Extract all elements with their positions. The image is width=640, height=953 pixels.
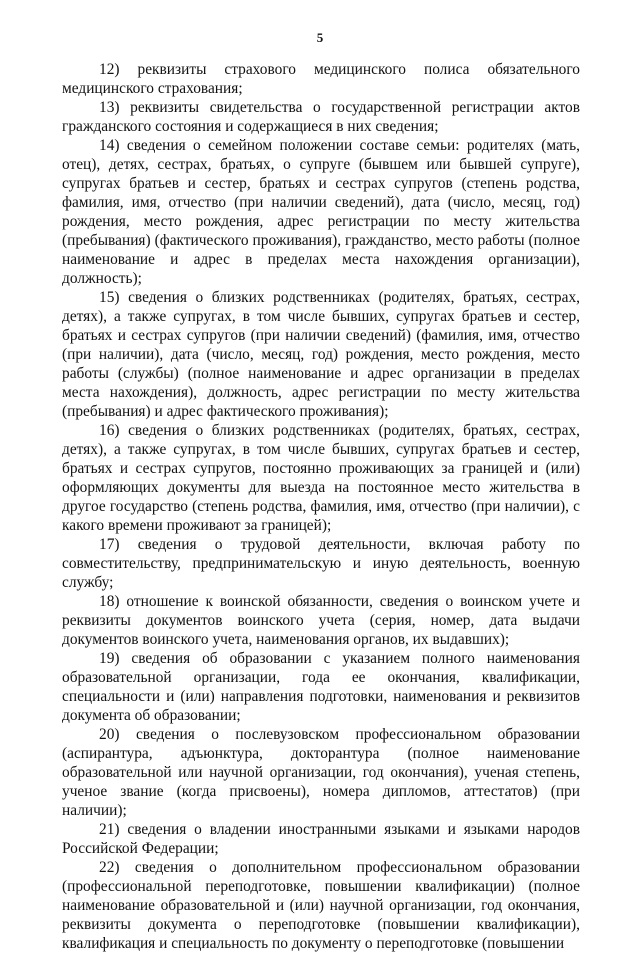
list-item-20: 20) сведения о послевузовском профессиональном образовании (аспирантура, адъюнктура, докторантура (полное наименование образовательной или научной организации, год окончания), ученая степень, ученое звание (когда присвоены), номера дипломов, аттестатов) (при наличии); — [62, 726, 580, 819]
list-item-15: 15) сведения о близких родственниках (родителях, братьях, сестрах, детях), а также супругах, в том числе бывших, супругах братьев и сестер, братьях и сестрах супругов (при наличии сведений) (фамилия, имя, отчество (при наличии), дата (число, месяц, год) рождения, место рождения, место работы (службы) (полное наименование и адрес организации в пределах места нахождения), должность, адрес регистрации по месту жительства (пребывания) и адрес фактического проживания); — [62, 289, 580, 420]
list-item-18: 18) отношение к воинской обязанности, сведения о воинском учете и реквизиты документов воинского учета (серия, номер, дата выдачи документов воинского учета, наименования органов, их выдавших); — [62, 593, 580, 648]
list-item-21: 21) сведения о владении иностранными языками и языками народов Российской Федерации; — [62, 821, 580, 857]
list-item-13: 13) реквизиты свидетельства о государственной регистрации актов гражданского состояния и содержащиеся в них сведения; — [62, 99, 580, 135]
list-item-22: 22) сведения о дополнительном профессиональном образовании (профессиональной переподготовке, повышении квалификации) (полное наименование образовательной и (или) научной организации, год окончания, реквизиты документа о переподготовке (повышении квалификации), квалификация и специальность по документу о переподготовке (повышении — [62, 859, 580, 952]
list-item-12: 12) реквизиты страхового медицинского полиса обязательного медицинского страхования; — [62, 61, 580, 97]
document-body — [62, 60, 580, 953]
page-number: 5 — [316, 30, 324, 45]
list-item-19: 19) сведения об образовании с указанием полного наименования образовательной организации, года ее окончания, квалификации, специальности и (или) направления подготовки, наименования и реквизитов документа об образовании; — [62, 650, 580, 724]
list-item-16: 16) сведения о близких родственниках (родителях, братьях, сестрах, детях), а также супругах, в том числе бывших, супругах братьев и сестер, братьях и сестрах супругов, постоянно проживающих за границей и (или) оформляющих документы для выезда на постоянное место жительства в другое государство (степень родства, фамилия, имя, отчество (при наличии), с какого времени проживают за границей); — [62, 422, 580, 534]
list-item-17: 17) сведения о трудовой деятельности, включая работу по совместительству, предпринимательскую и иную деятельность, военную службу; — [62, 536, 580, 591]
list-item-14: 14) сведения о семейном положении составе семьи: родителях (мать, отец), детях, сестрах, братьях, о супруге (бывшем или бывшей супруге), супругах братьев и сестер, братьях и сестрах супругов (степень родства, фамилия, имя, отчество (при наличии сведений), дата (число, месяц, год) рождения, место рождения, адрес регистрации по месту жительства (пребывания) (фактического проживания), гражданство, место работы (полное наименование и адрес в пределах места нахождения организации), должность); — [62, 137, 580, 287]
